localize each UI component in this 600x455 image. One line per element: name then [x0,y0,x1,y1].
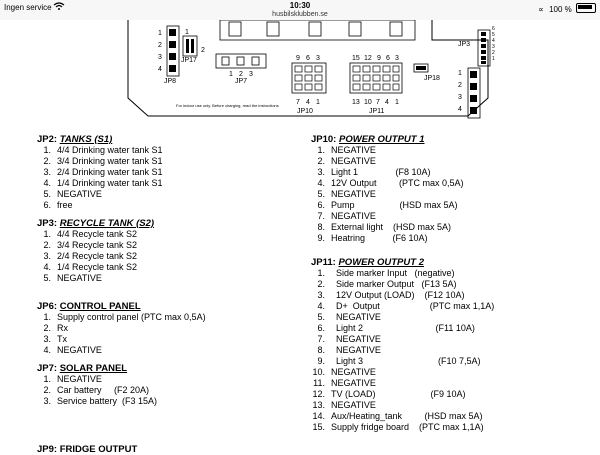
list-item [311,233,591,244]
section-title [37,363,297,374]
item-text: NEGATIVE [331,400,376,410]
list-item [311,290,591,301]
list-item [311,411,591,422]
item-number: 3. [43,396,51,406]
section-jp7 [37,363,297,407]
item-number: 5. [317,312,325,322]
list-item [311,367,591,378]
jp11-pin-label: 3 [395,55,399,62]
item-text: 2/4 Recycle tank S2 [57,251,138,261]
item-text: 12V Output (PTC max 0,5A) [331,178,464,188]
item-number: 1. [43,229,51,239]
jp3-pin-label: 3 [492,44,495,50]
section-name: RECYCLE TANK (S2) [59,218,155,229]
section-title [311,257,591,268]
jp11-label: JP11 [369,108,385,115]
item-number: 5. [43,189,51,199]
jp8-pin-label: 1 [158,30,162,37]
item-text: NEGATIVE [331,367,376,377]
jp3-label: JP3 [458,41,471,48]
item-text: Light 2 (F11 10A) [331,323,475,333]
jp11-pin-label: 7 [376,99,380,106]
item-number: 1. [317,268,325,278]
item-number: 3. [43,251,51,261]
item-text: Side marker Output (F13 5A) [331,279,457,289]
item-number: 11. [313,378,325,388]
item-text: NEGATIVE [331,334,381,344]
item-text: Light 1 (F8 10A) [331,167,431,177]
item-text: NEGATIVE [331,156,376,166]
title-area [0,1,600,18]
item-number: 4. [43,178,51,188]
jp10-pin-label: 1 [316,99,320,106]
item-number: 15. [312,422,325,432]
jp3-pin-label: 5 [492,32,495,38]
item-text: NEGATIVE [57,273,102,283]
section-name: SOLAR PANEL [59,363,128,374]
jp11-pin-label: 15 [352,55,360,62]
list-item [311,189,591,200]
list-item [311,211,591,222]
list-item [37,262,297,273]
item-text: External light (HSD max 5A) [331,222,452,232]
jp3-pin-label: 4 [492,38,495,44]
pin-list [37,229,297,284]
list-item [37,374,297,385]
jp7-pin-label: 3 [249,71,253,78]
item-text: 4/4 Drinking water tank S1 [57,145,163,155]
battery-percent: 100 % [549,5,572,14]
item-text: 2/4 Drinking water tank S1 [57,167,163,177]
section-title [311,134,591,145]
item-text: Heatring (F6 10A) [331,233,428,243]
item-number: 10. [312,367,325,377]
item-number: 6. [43,200,51,210]
jp18-pin-label: 3 [458,94,462,101]
item-number: 2. [43,323,51,333]
list-item [37,189,297,200]
pin-list [37,145,297,211]
jp18-label: JP18 [424,75,440,82]
jp8-pin-label: 3 [158,54,162,61]
jp11-pin-label: 1 [395,99,399,106]
item-number: 1. [43,145,51,155]
left-column [37,134,297,414]
item-text: NEGATIVE [57,374,102,384]
jp3-pin-label: 2 [492,50,495,56]
list-item [37,178,297,189]
list-item [311,156,591,167]
item-number: 3. [43,167,51,177]
jp17-label: JP17 [181,57,197,64]
jp3-pin-label: 1 [492,56,495,62]
jp11-pin-label: 10 [364,99,372,106]
jp3-pin-label: 6 [492,26,495,32]
item-number: 2. [43,240,51,250]
section-code: JP3: [37,218,58,229]
item-text: NEGATIVE [331,345,381,355]
item-number: 3. [317,290,325,300]
item-number: 4. [43,345,51,355]
jp11-pin-label: 6 [386,55,390,62]
item-text: NEGATIVE [57,345,102,355]
item-text: Rx [57,323,68,333]
jp10-pin-label: 3 [316,55,320,62]
item-number: 7. [317,211,325,221]
item-number: 8. [317,345,325,355]
list-item [311,279,591,290]
list-item [311,422,591,433]
item-text: D+ Output (PTC max 1,1A) [331,301,495,311]
section-jp2 [37,134,297,211]
clock: 10:30 [289,1,311,10]
list-item [311,345,591,356]
list-item [37,251,297,262]
item-text: 4/4 Recycle tank S2 [57,229,138,239]
item-text: Side marker Input (negative) [331,268,455,278]
item-number: 1. [317,145,325,155]
list-item [37,385,297,396]
jp11-pin-label: 13 [352,99,360,106]
item-text: 3/4 Drinking water tank S1 [57,156,163,166]
item-text: NEGATIVE [331,189,376,199]
jp7-pin-label: 1 [229,71,233,78]
item-number: 6. [317,200,325,210]
list-item [37,312,297,323]
item-text: Light 3 (F10 7,5A) [331,356,481,366]
board-drawing [0,20,600,132]
item-text: Tx [57,334,67,344]
status-right [538,3,596,14]
jp10-label: JP10 [297,108,313,115]
item-text: TV (LOAD) (F9 10A) [331,389,466,399]
indoor-use-notice: For indoor use only. Before charging, read the instructions [176,103,279,108]
list-item [37,167,297,178]
item-text: 12V Output (LOAD) (F12 10A) [331,290,465,300]
item-number: 9. [317,356,325,366]
item-number: 8. [317,222,325,232]
list-item [37,345,297,356]
jp17-pin-label: 2 [201,47,205,54]
item-text: NEGATIVE [331,145,376,155]
list-item [37,273,297,284]
section-title [37,218,297,229]
bluetooth-icon: ∝ [538,5,544,14]
jp11-pin-label: 9 [377,55,381,62]
jp18-pin-label: 1 [458,70,462,77]
board-diagram [0,20,600,132]
list-item [311,389,591,400]
list-item [311,200,591,211]
list-item [37,240,297,251]
item-text: Car battery (F2 20A) [57,385,150,395]
item-text: Pump (HSD max 5A) [331,200,458,210]
list-item [311,378,591,389]
section-name: CONTROL PANEL [59,301,141,312]
jp18-pin-label: 4 [458,106,462,113]
pin-list [37,374,297,407]
list-item [37,156,297,167]
right-column [311,134,591,440]
item-number: 3. [43,334,51,344]
carrier-label: Ingen service [4,3,52,12]
item-text: Supply fridge board (PTC max 1,1A) [331,422,484,432]
item-number: 6. [317,323,325,333]
item-number: 5. [43,273,51,283]
item-text: Service battery (F3 15A) [57,396,158,406]
item-text: NEGATIVE [57,189,102,199]
jp17-pin-label: 1 [185,29,189,36]
item-text: 1/4 Recycle tank S2 [57,262,138,272]
item-number: 5. [317,189,325,199]
section-name: POWER OUTPUT 1 [339,134,425,145]
section-code: JP7: [37,363,58,374]
jp10-pin-label: 7 [296,99,300,106]
jp8-pin-label: 4 [158,66,162,73]
section-code: JP2: [37,134,58,145]
jp10-pin-label: 6 [306,55,310,62]
list-item [311,178,591,189]
section-jp11 [311,257,591,433]
jp18-pin-label: 2 [458,82,462,89]
section-title [37,301,297,312]
item-text: Aux/Heating_tank (HSD max 5A) [331,411,483,421]
pin-list [311,145,591,244]
list-item [311,323,591,334]
list-item [311,334,591,345]
pin-list [37,312,297,356]
item-number: 3. [317,167,325,177]
section-code: JP11: [311,257,336,268]
item-number: 2. [43,385,51,395]
jp10-pin-label: 9 [296,55,300,62]
list-item [311,145,591,156]
list-item [37,145,297,156]
section-name: POWER OUTPUT 2 [338,257,424,268]
status-bar [0,0,600,20]
item-number: 12. [312,389,325,399]
item-number: 2. [317,279,325,289]
item-text: NEGATIVE [331,378,376,388]
item-number: 2. [317,156,325,166]
item-number: 9. [317,233,325,243]
item-number: 4. [317,178,325,188]
jp10-pin-label: 4 [306,99,310,106]
list-item [311,167,591,178]
jp7-label: JP7 [235,78,248,85]
section-code: JP10: [311,134,337,145]
section-code: JP6: [37,301,58,312]
item-text: NEGATIVE [331,312,381,322]
item-text: free [57,200,73,210]
list-item [311,312,591,323]
list-item [37,396,297,407]
jp8-label: JP8 [164,78,177,85]
item-number: 2. [43,156,51,166]
jp11-pin-label: 12 [364,55,372,62]
jp7-pin-label: 2 [239,71,243,78]
item-text: NEGATIVE [331,211,376,221]
list-item [311,356,591,367]
jp8-pin-label: 2 [158,42,162,49]
list-item [37,229,297,240]
jp11-pin-label: 4 [385,99,389,106]
url-label[interactable]: husbilsklubben.se [272,11,328,18]
item-text: 1/4 Drinking water tank S1 [57,178,163,188]
pin-list [311,268,591,433]
item-number: 7. [317,334,325,344]
section-jp10 [311,134,591,244]
item-number: 13. [312,400,325,410]
list-item [311,222,591,233]
list-item [311,400,591,411]
item-number: 4. [43,262,51,272]
cut-off-heading: JP9: FRIDGE OUTPUT [37,444,138,455]
list-item [311,301,591,312]
item-text: 3/4 Recycle tank S2 [57,240,138,250]
section-title [37,134,297,145]
list-item [311,268,591,279]
section-jp3 [37,218,297,284]
item-number: 1. [43,374,51,384]
battery-icon [576,3,596,13]
list-item [37,200,297,211]
item-number: 4. [317,301,325,311]
item-number: 14. [312,411,325,421]
list-item [37,323,297,334]
list-item [37,334,297,345]
item-text: Supply control panel (PTC max 0,5A) [57,312,206,322]
section-jp6 [37,301,297,356]
item-number: 1. [43,312,51,322]
section-name: TANKS (S1) [59,134,113,145]
